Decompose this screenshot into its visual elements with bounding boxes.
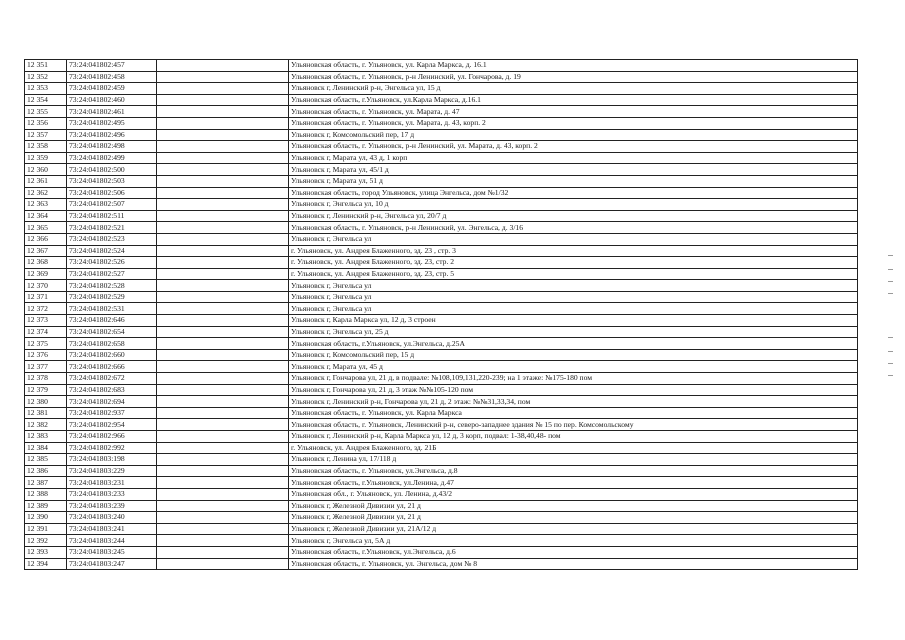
table-row (25, 83, 858, 95)
table-row (25, 60, 858, 72)
row-number-cell: 12 359 (25, 152, 67, 164)
empty-cell (157, 187, 289, 199)
table-row (25, 210, 858, 222)
address-cell: Ульяновская область, г. Ульяновск, ул. Карла Маркса, д. 16.1 (289, 60, 858, 72)
table-row (25, 303, 858, 315)
address-cell: Ульяновск г, Ленинский р-н, Энгельса ул, 20/7 д (289, 210, 858, 222)
cadastral-number-cell: 73:24:041803:241 (67, 523, 157, 535)
address-cell: Ульяновск г, Ленина ул, 17/118 д (289, 454, 858, 466)
row-number-cell: 12 381 (25, 407, 67, 419)
row-number-cell: 12 368 (25, 257, 67, 269)
table-row (25, 315, 858, 327)
address-cell: Ульяновская область, г. Ульяновск, ул. Энгельса, дом № 8 (289, 558, 858, 570)
row-number-cell: 12 373 (25, 315, 67, 327)
row-number-cell: 12 351 (25, 60, 67, 72)
cadastral-number-cell: 73:24:041802:654 (67, 326, 157, 338)
cadastral-number-cell: 73:24:041802:992 (67, 442, 157, 454)
row-number-cell: 12 382 (25, 419, 67, 431)
cadastral-number-cell: 73:24:041802:521 (67, 222, 157, 234)
row-number-cell: 12 393 (25, 546, 67, 558)
cadastral-number-cell: 73:24:041803:244 (67, 535, 157, 547)
table-row (25, 488, 858, 500)
cadastral-number-cell: 73:24:041802:495 (67, 117, 157, 129)
table-row (25, 71, 858, 83)
table-row (25, 222, 858, 234)
table-row (25, 117, 858, 129)
address-cell: Ульяновск г, Энгельса ул (289, 291, 858, 303)
table-row (25, 187, 858, 199)
empty-cell (157, 523, 289, 535)
empty-cell (157, 291, 289, 303)
row-number-cell: 12 385 (25, 454, 67, 466)
address-cell: Ульяновская область, г.Ульяновск, ул.Энгельса, д.25А (289, 338, 858, 350)
cadastral-number-cell: 73:24:041802:457 (67, 60, 157, 72)
empty-cell (157, 199, 289, 211)
empty-cell (157, 488, 289, 500)
address-cell: Ульяновская область, г. Ульяновск, р-н Ленинский, ул. Гончарова, д. 19 (289, 71, 858, 83)
row-number-cell: 12 371 (25, 291, 67, 303)
table-row (25, 175, 858, 187)
empty-cell (157, 431, 289, 443)
cadastral-number-cell: 73:24:041802:506 (67, 187, 157, 199)
row-number-cell: 12 383 (25, 431, 67, 443)
address-cell: Ульяновск г, Железной Дивизии ул, 21 д (289, 500, 858, 512)
row-number-cell: 12 380 (25, 396, 67, 408)
registry-sheet (24, 59, 857, 570)
empty-cell (157, 465, 289, 477)
empty-cell (157, 338, 289, 350)
row-number-cell: 12 378 (25, 373, 67, 385)
empty-cell (157, 477, 289, 489)
address-cell: Ульяновск г, Марата ул, 45 д (289, 361, 858, 373)
address-cell: Ульяновск г, Карла Маркса ул, 12 д, 3 строен (289, 315, 858, 327)
table-row (25, 407, 858, 419)
address-cell: Ульяновск г, Комсомольский пер, 15 д (289, 349, 858, 361)
row-number-cell: 12 388 (25, 488, 67, 500)
row-number-cell: 12 394 (25, 558, 67, 570)
address-cell: Ульяновск г, Комсомольский пер, 17 д (289, 129, 858, 141)
row-number-cell: 12 356 (25, 117, 67, 129)
table-row (25, 454, 858, 466)
cadastral-number-cell: 73:24:041802:528 (67, 280, 157, 292)
table-row (25, 535, 858, 547)
empty-cell (157, 83, 289, 95)
table-row (25, 396, 858, 408)
address-cell: Ульяновск г, Энгельса ул (289, 303, 858, 315)
table-row (25, 512, 858, 524)
address-cell: Ульяновск г, Марата ул, 45/1 д (289, 164, 858, 176)
row-number-cell: 12 354 (25, 94, 67, 106)
address-cell: Ульяновск г, Ленинский р-н, Энгельса ул, 15 д (289, 83, 858, 95)
cadastral-number-cell: 73:24:041803:233 (67, 488, 157, 500)
cadastral-number-cell: 73:24:041802:500 (67, 164, 157, 176)
table-row (25, 291, 858, 303)
row-number-cell: 12 377 (25, 361, 67, 373)
row-number-cell: 12 352 (25, 71, 67, 83)
address-cell: Ульяновск г, Железной Дивизии ул, 21А/12 д (289, 523, 858, 535)
cadastral-number-cell: 73:24:041803:247 (67, 558, 157, 570)
empty-cell (157, 384, 289, 396)
address-cell: Ульяновская область, г. Ульяновск, р-н Ленинский, ул. Марата, д. 43, корп. 2 (289, 141, 858, 153)
address-cell: Ульяновская область, г. Ульяновск, ул.Энгельса, д.8 (289, 465, 858, 477)
empty-cell (157, 407, 289, 419)
cadastral-number-cell: 73:24:041802:459 (67, 83, 157, 95)
table-row (25, 257, 858, 269)
cadastral-number-cell: 73:24:041802:524 (67, 245, 157, 257)
row-number-cell: 12 360 (25, 164, 67, 176)
address-cell: Ульяновская область, г. Ульяновск, Ленинский р-н, северо-западнее здания № 15 по пер. Комсомольскому (289, 419, 858, 431)
empty-cell (157, 257, 289, 269)
table-row (25, 431, 858, 443)
row-number-cell: 12 362 (25, 187, 67, 199)
address-cell: Ульяновск г, Энгельса ул, 25 д (289, 326, 858, 338)
empty-cell (157, 315, 289, 327)
address-cell: Ульяновск г, Марата ул, 43 д, 1 корп (289, 152, 858, 164)
row-number-cell: 12 366 (25, 233, 67, 245)
address-cell: Ульяновск г, Ленинский р-н, Карла Маркса ул, 12 д, 3 корп, подвал: 1-38,40,48- пом (289, 431, 858, 443)
cadastral-number-cell: 73:24:041802:460 (67, 94, 157, 106)
table-row (25, 349, 858, 361)
address-cell: г. Ульяновск, ул. Андрея Блаженного, зд. 23, стр. 5 (289, 268, 858, 280)
table-row (25, 199, 858, 211)
table-row (25, 419, 858, 431)
address-cell: Ульяновск г, Энгельса ул, 10 д (289, 199, 858, 211)
row-number-cell: 12 364 (25, 210, 67, 222)
row-number-cell: 12 386 (25, 465, 67, 477)
address-cell: Ульяновск г, Ленинский р-н, Гончарова ул, 21 д, 2 этаж: №№31,33,34, пом (289, 396, 858, 408)
row-number-cell: 12 355 (25, 106, 67, 118)
cadastral-number-cell: 73:24:041803:231 (67, 477, 157, 489)
row-number-cell: 12 392 (25, 535, 67, 547)
empty-cell (157, 245, 289, 257)
cadastral-number-cell: 73:24:041802:531 (67, 303, 157, 315)
row-number-cell: 12 367 (25, 245, 67, 257)
empty-cell (157, 152, 289, 164)
empty-cell (157, 222, 289, 234)
table-row (25, 338, 858, 350)
cadastral-number-cell: 73:24:041802:666 (67, 361, 157, 373)
table-row (25, 152, 858, 164)
table-row (25, 233, 858, 245)
cadastral-number-cell: 73:24:041803:239 (67, 500, 157, 512)
empty-cell (157, 60, 289, 72)
row-number-cell: 12 384 (25, 442, 67, 454)
cadastral-number-cell: 73:24:041802:496 (67, 129, 157, 141)
address-cell: Ульяновская область, г. Ульяновск, ул. Марата, д. 47 (289, 106, 858, 118)
address-cell: Ульяновская область, г. Ульяновск, ул. Карла Маркса (289, 407, 858, 419)
empty-cell (157, 164, 289, 176)
empty-cell (157, 546, 289, 558)
table-row (25, 546, 858, 558)
address-cell: Ульяновск г, Гончарова ул, 21 д, 3 этаж №№105-120 пом (289, 384, 858, 396)
row-number-cell: 12 369 (25, 268, 67, 280)
empty-cell (157, 71, 289, 83)
empty-cell (157, 349, 289, 361)
cadastral-number-cell: 73:24:041802:498 (67, 141, 157, 153)
cadastral-number-cell: 73:24:041802:503 (67, 175, 157, 187)
table-row (25, 465, 858, 477)
empty-cell (157, 454, 289, 466)
cadastral-number-cell: 73:24:041802:660 (67, 349, 157, 361)
row-number-cell: 12 361 (25, 175, 67, 187)
address-cell: Ульяновск г, Энгельса ул (289, 233, 858, 245)
row-number-cell: 12 365 (25, 222, 67, 234)
row-number-cell: 12 387 (25, 477, 67, 489)
table-row (25, 523, 858, 535)
row-number-cell: 12 379 (25, 384, 67, 396)
table-row (25, 361, 858, 373)
address-cell: Ульяновск г, Марата ул, 51 д (289, 175, 858, 187)
cadastral-number-cell: 73:24:041803:245 (67, 546, 157, 558)
registry-table-body (25, 60, 858, 570)
empty-cell (157, 117, 289, 129)
address-cell: Ульяновск г, Энгельса ул (289, 280, 858, 292)
table-row (25, 280, 858, 292)
empty-cell (157, 175, 289, 187)
address-cell: Ульяновская обл., г. Ульяновск, ул. Ленина, д.43/2 (289, 488, 858, 500)
row-number-cell: 12 389 (25, 500, 67, 512)
address-cell: Ульяновская область, г. Ульяновск, р-н Ленинский, ул. Энгельса, д. 3/16 (289, 222, 858, 234)
cadastral-number-cell: 73:24:041803:198 (67, 454, 157, 466)
empty-cell (157, 326, 289, 338)
row-number-cell: 12 358 (25, 141, 67, 153)
cadastral-number-cell: 73:24:041802:527 (67, 268, 157, 280)
scan-margin-marks (888, 255, 896, 385)
address-cell: Ульяновск г, Железной Дивизии ул, 21 д (289, 512, 858, 524)
table-row (25, 558, 858, 570)
address-cell: Ульяновская область, г.Ульяновск, ул.Энгельса, д.6 (289, 546, 858, 558)
empty-cell (157, 303, 289, 315)
table-row (25, 326, 858, 338)
empty-cell (157, 512, 289, 524)
empty-cell (157, 558, 289, 570)
row-number-cell: 12 391 (25, 523, 67, 535)
address-cell: Ульяновская область, город Ульяновск, улица Энгельса, дом №1/32 (289, 187, 858, 199)
table-row (25, 129, 858, 141)
row-number-cell: 12 357 (25, 129, 67, 141)
address-cell: г. Ульяновск, ул. Андрея Блаженного, зд. 21Б (289, 442, 858, 454)
empty-cell (157, 280, 289, 292)
table-row (25, 245, 858, 257)
row-number-cell: 12 375 (25, 338, 67, 350)
empty-cell (157, 535, 289, 547)
cadastral-number-cell: 73:24:041802:499 (67, 152, 157, 164)
empty-cell (157, 141, 289, 153)
cadastral-number-cell: 73:24:041802:954 (67, 419, 157, 431)
cadastral-number-cell: 73:24:041803:240 (67, 512, 157, 524)
address-cell: Ульяновская область, г. Ульяновск, ул. Марата, д. 43, корп. 2 (289, 117, 858, 129)
empty-cell (157, 106, 289, 118)
empty-cell (157, 233, 289, 245)
empty-cell (157, 361, 289, 373)
address-cell: г. Ульяновск, ул. Андрея Блаженного, зд. 23 , стр. 3 (289, 245, 858, 257)
empty-cell (157, 94, 289, 106)
row-number-cell: 12 370 (25, 280, 67, 292)
cadastral-number-cell: 73:24:041802:658 (67, 338, 157, 350)
empty-cell (157, 396, 289, 408)
row-number-cell: 12 363 (25, 199, 67, 211)
table-row (25, 94, 858, 106)
cadastral-number-cell: 73:24:041802:529 (67, 291, 157, 303)
row-number-cell: 12 353 (25, 83, 67, 95)
cadastral-number-cell: 73:24:041802:461 (67, 106, 157, 118)
cadastral-number-cell: 73:24:041803:229 (67, 465, 157, 477)
cadastral-number-cell: 73:24:041802:937 (67, 407, 157, 419)
table-row (25, 141, 858, 153)
address-cell: Ульяновск г, Гончарова ул, 21 д, в подвале: №108,109,131,220-239; на 1 этаже: №175-180 пом (289, 373, 858, 385)
address-cell: Ульяновская область, г.Ульяновск, ул.Карла Маркса, д.16.1 (289, 94, 858, 106)
table-row (25, 268, 858, 280)
cadastral-number-cell: 73:24:041802:694 (67, 396, 157, 408)
cadastral-number-cell: 73:24:041802:523 (67, 233, 157, 245)
cadastral-number-cell: 73:24:041802:511 (67, 210, 157, 222)
row-number-cell: 12 374 (25, 326, 67, 338)
empty-cell (157, 500, 289, 512)
table-row (25, 106, 858, 118)
table-row (25, 442, 858, 454)
cadastral-number-cell: 73:24:041802:526 (67, 257, 157, 269)
row-number-cell: 12 372 (25, 303, 67, 315)
cadastral-number-cell: 73:24:041802:672 (67, 373, 157, 385)
cadastral-number-cell: 73:24:041802:646 (67, 315, 157, 327)
cadastral-number-cell: 73:24:041802:966 (67, 431, 157, 443)
empty-cell (157, 419, 289, 431)
address-cell: Ульяновская область, г.Ульяновск, ул.Ленина, д.47 (289, 477, 858, 489)
table-row (25, 477, 858, 489)
table-row (25, 384, 858, 396)
empty-cell (157, 442, 289, 454)
row-number-cell: 12 376 (25, 349, 67, 361)
table-row (25, 500, 858, 512)
empty-cell (157, 373, 289, 385)
table-row (25, 164, 858, 176)
empty-cell (157, 268, 289, 280)
empty-cell (157, 210, 289, 222)
table-row (25, 373, 858, 385)
cadastral-number-cell: 73:24:041802:507 (67, 199, 157, 211)
cadastral-number-cell: 73:24:041802:683 (67, 384, 157, 396)
address-cell: г. Ульяновск, ул. Андрея Блаженного, зд. 23, стр. 2 (289, 257, 858, 269)
cadastral-number-cell: 73:24:041802:458 (67, 71, 157, 83)
empty-cell (157, 129, 289, 141)
row-number-cell: 12 390 (25, 512, 67, 524)
address-cell: Ульяновск г, Энгельса ул, 5А д (289, 535, 858, 547)
cadastral-registry-table (24, 59, 858, 570)
